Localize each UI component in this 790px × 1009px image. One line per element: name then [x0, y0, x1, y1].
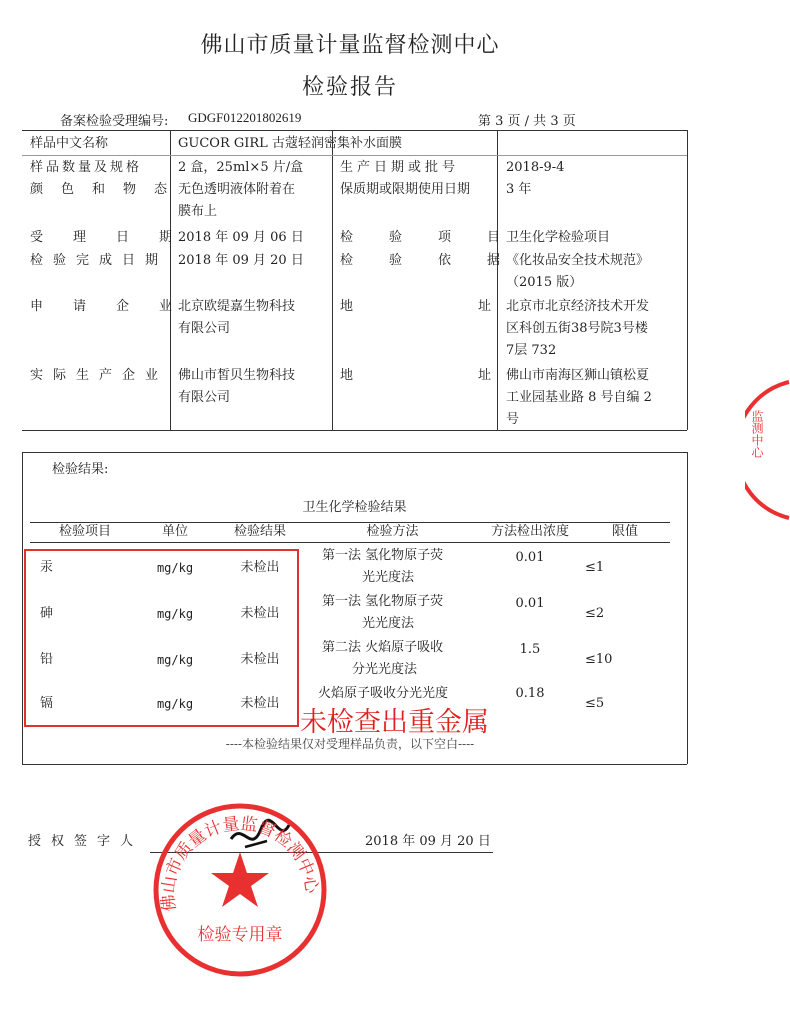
table-row-item: 汞 [40, 560, 54, 575]
table-row-detect: 0.01 [515, 596, 545, 611]
maker-line2: 有限公司 [178, 390, 231, 405]
table-bottom-border [22, 430, 687, 431]
table-row-method-1: 火焰原子吸收分光光度 [318, 686, 449, 701]
qty-label: 样品数量及规格 [30, 160, 143, 175]
table-row-result: 未检出 [240, 606, 280, 621]
record-number-label: 备案检验受理编号: [60, 114, 169, 129]
col-header-limit: 限值 [611, 524, 638, 539]
color-label: 颜色和物态 [30, 182, 186, 197]
table-divider [170, 130, 171, 430]
results-label: 检验结果: [52, 462, 109, 477]
table-row-detect: 0.18 [515, 686, 545, 701]
sample-name: GUCOR GIRL 古蔻轻润密集补水面膜 [178, 136, 402, 151]
applicant-label: 申请企业 [30, 299, 203, 314]
table-row-limit: ≤2 [585, 606, 605, 621]
official-seal [150, 800, 330, 980]
maker-addr-label: 地 [340, 368, 354, 383]
table-row-method-2: 光光度法 [362, 616, 415, 631]
table-row-result: 未检出 [240, 652, 280, 667]
applicant-line2: 有限公司 [178, 321, 231, 336]
table-row-method-1: 第一法 氢化物原子荧 [322, 548, 444, 563]
applicant-addr-label2: 址 [478, 299, 492, 314]
seal-ring-text: 佛山市质量计量监督检测中心 [158, 813, 322, 913]
table-row-unit: mg/kg [156, 561, 194, 575]
table-divider [687, 130, 688, 430]
edge-seal-text: 监测中心 [750, 410, 764, 458]
col-header-item: 检验项目 [58, 524, 111, 539]
table-row-unit: mg/kg [156, 607, 194, 621]
table-row-method-2: 分光光度法 [352, 662, 418, 677]
star-icon [211, 852, 269, 907]
seal-center-text: 检验专用章 [197, 925, 283, 945]
basis-line1: 《化妆品安全技术规范》 [506, 253, 650, 268]
item-label: 检验项目 [340, 230, 537, 245]
maker-addr-line3: 号 [506, 412, 520, 427]
table-row-item: 砷 [40, 606, 54, 621]
color-line1: 无色透明液体附着在 [178, 182, 296, 197]
shelf-label: 保质期或限期使用日期 [340, 182, 471, 197]
done-label: 检验完成日期 [30, 253, 169, 268]
maker-label: 实际生产企业 [30, 368, 169, 383]
table-top-border [22, 130, 687, 131]
table-row-result: 未检出 [240, 560, 280, 575]
color-line2: 膜布上 [178, 204, 218, 219]
table-row-result: 未检出 [240, 696, 280, 711]
maker-addr-line2: 工业园基业路 8 号自编 2 [506, 390, 652, 405]
table-row-method-1: 第二法 火焰原子吸收 [322, 640, 444, 655]
col-header-detect: 方法检出浓度 [490, 524, 569, 539]
results-footnote: ----本检验结果仅对受理样品负责，以下空白---- [225, 737, 475, 751]
table-row-unit: mg/kg [156, 653, 194, 667]
maker-line1: 佛山市皙贝生物科技 [178, 368, 296, 383]
results-table-title: 卫生化学检验结果 [302, 500, 407, 515]
applicant-addr-line3: 7层 732 [506, 343, 557, 358]
maker-addr-label2: 址 [478, 368, 492, 383]
applicant-addr-label: 地 [340, 299, 354, 314]
sample-name-label: 样品中文名称 [30, 136, 109, 151]
recv-label: 受理日期 [30, 230, 203, 245]
results-top-border [22, 452, 687, 453]
table-row-method-1: 第一法 氢化物原子荧 [322, 594, 444, 609]
applicant-line1: 北京欧缇嘉生物科技 [178, 299, 296, 314]
col-header-unit: 单位 [161, 524, 188, 539]
record-number: GDGF012201802619 [188, 110, 302, 125]
table-row-limit: ≤1 [585, 560, 605, 575]
col-header-result: 检验结果 [233, 524, 286, 539]
results-bottom-border [22, 764, 687, 765]
results-right-border [687, 452, 688, 764]
signer-label: 授权签字人 [28, 834, 144, 849]
table-row-limit: ≤5 [585, 696, 605, 711]
table-row-line [22, 155, 687, 156]
annotation-text: 未检查出重金属 [300, 707, 489, 738]
test-item: 卫生化学检验项目 [506, 230, 611, 245]
recv-date: 2018 年 09 月 06 日 [178, 230, 304, 245]
report-title: 检验报告 [301, 75, 398, 100]
edge-seal [745, 380, 790, 520]
shelf: 3 年 [506, 182, 532, 197]
qty: 2 盒，25ml×5 片/盒 [178, 160, 304, 175]
prod-date-label: 生产日期或批号 [340, 160, 460, 175]
basis-line2: （2015 版） [506, 275, 583, 290]
done-date: 2018 年 09 月 20 日 [178, 253, 304, 268]
table-divider [332, 130, 333, 430]
highlight-box [24, 549, 299, 727]
results-header-bottom [30, 542, 670, 543]
table-row-unit: mg/kg [156, 697, 194, 711]
col-header-method: 检验方法 [366, 524, 419, 539]
basis-label: 检验依据 [340, 253, 537, 268]
table-row-method-2: 光光度法 [362, 570, 415, 585]
maker-addr-line1: 佛山市南海区狮山镇松夏 [506, 368, 650, 383]
table-row-limit: ≤10 [585, 652, 613, 667]
table-divider [497, 130, 498, 430]
applicant-addr-line2: 区科创五街38号院3号楼 [506, 321, 648, 336]
signature-date: 2018 年 09 月 20 日 [365, 834, 491, 849]
org-title: 佛山市质量计量监督检测中心 [200, 33, 500, 58]
page-info: 第 3 页 / 共 3 页 [478, 114, 576, 129]
applicant-addr-line1: 北京市北京经济技术开发 [506, 299, 650, 314]
table-row-detect: 1.5 [519, 642, 541, 657]
prod-date: 2018-9-4 [506, 160, 565, 175]
table-row-item: 铅 [40, 652, 54, 667]
table-row-item: 镉 [40, 696, 54, 711]
table-row-detect: 0.01 [515, 550, 545, 565]
